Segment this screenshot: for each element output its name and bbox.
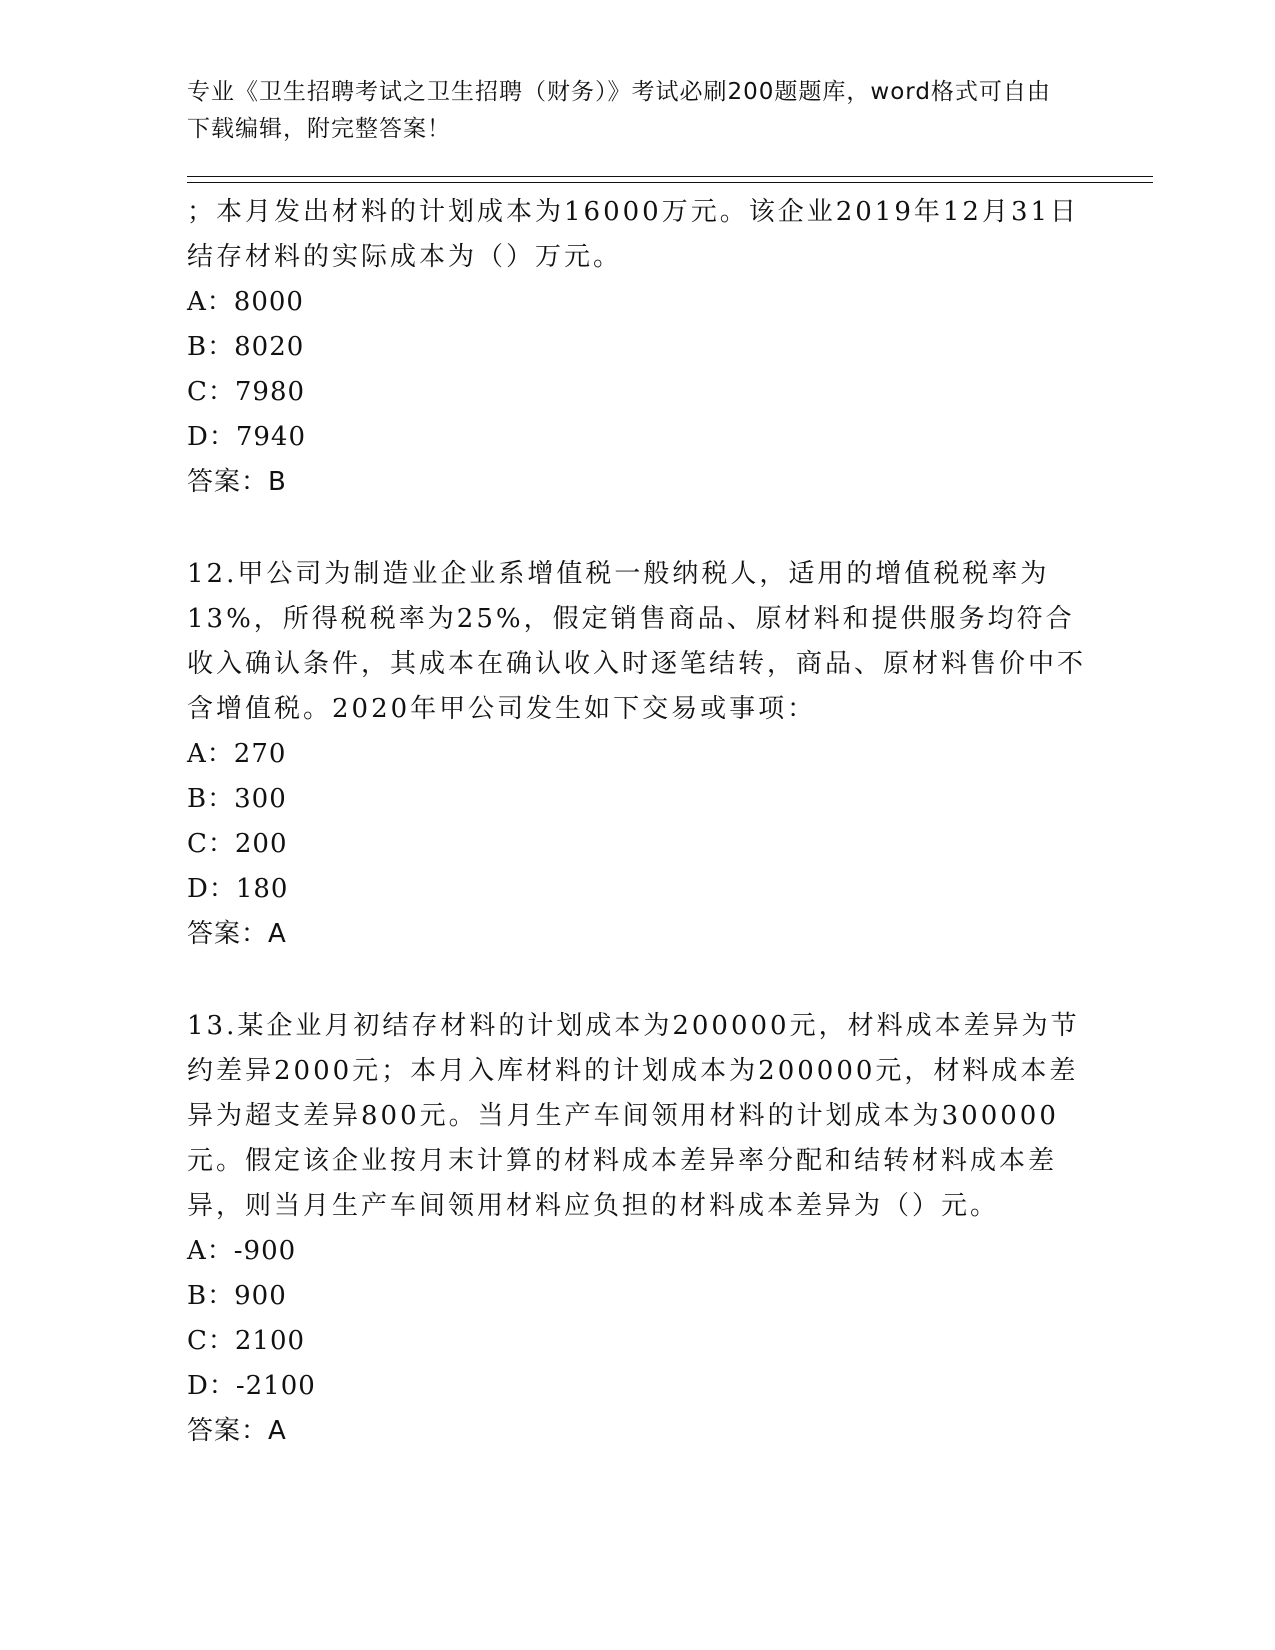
header-divider-top xyxy=(187,176,1153,177)
answer-line: 答案：A xyxy=(187,919,287,949)
option-c: C：200 xyxy=(187,829,288,859)
option-b: B：300 xyxy=(187,784,287,814)
question-13 xyxy=(187,1004,1087,1454)
option-d: D：-2100 xyxy=(187,1371,316,1401)
option-c: C：7980 xyxy=(187,377,306,407)
question-11 xyxy=(187,190,1087,505)
option-c: C：2100 xyxy=(187,1326,306,1356)
answer-line: 答案：A xyxy=(187,1416,287,1446)
option-a: A：8000 xyxy=(187,287,304,317)
answer-line: 答案：B xyxy=(187,467,287,497)
question-12 xyxy=(187,552,1087,957)
option-d: D：180 xyxy=(187,874,289,904)
option-d: D：7940 xyxy=(187,422,307,452)
option-b: B：900 xyxy=(187,1281,287,1311)
question-text: ；本月发出材料的计划成本为16000万元。该企业2019年12月31日结存材料的实际成本为（）万元。 xyxy=(187,197,1080,272)
question-text: 12.甲公司为制造业企业系增值税一般纳税人，适用的增值税税率为13%，所得税税率为25%，假定销售商品、原材料和提供服务均符合收入确认条件，其成本在确认收入时逐笔结转，商品、原材料售价中不含增值税。2020年甲公司发生如下交易或事项： xyxy=(187,559,1087,724)
option-a: A：270 xyxy=(187,739,287,769)
question-text: 13.某企业月初结存材料的计划成本为200000元，材料成本差异为节约差异2000元；本月入库材料的计划成本为200000元，材料成本差异为超支差异800元。当月生产车间领用材料的计划成本为300000元。假定该企业按月末计算的材料成本差异率分配和结转材料成本差异，则当月生产车间领用材料应负担的材料成本差异为（）元。 xyxy=(187,1011,1080,1221)
question-list xyxy=(187,190,1087,1454)
document-header: 专业《卫生招聘考试之卫生招聘（财务）》考试必刷200题题库，word格式可自由下载编辑，附完整答案！ xyxy=(187,79,1051,142)
option-b: B：8020 xyxy=(187,332,305,362)
option-a: A：-900 xyxy=(187,1236,297,1266)
header-divider-bottom xyxy=(187,182,1153,183)
